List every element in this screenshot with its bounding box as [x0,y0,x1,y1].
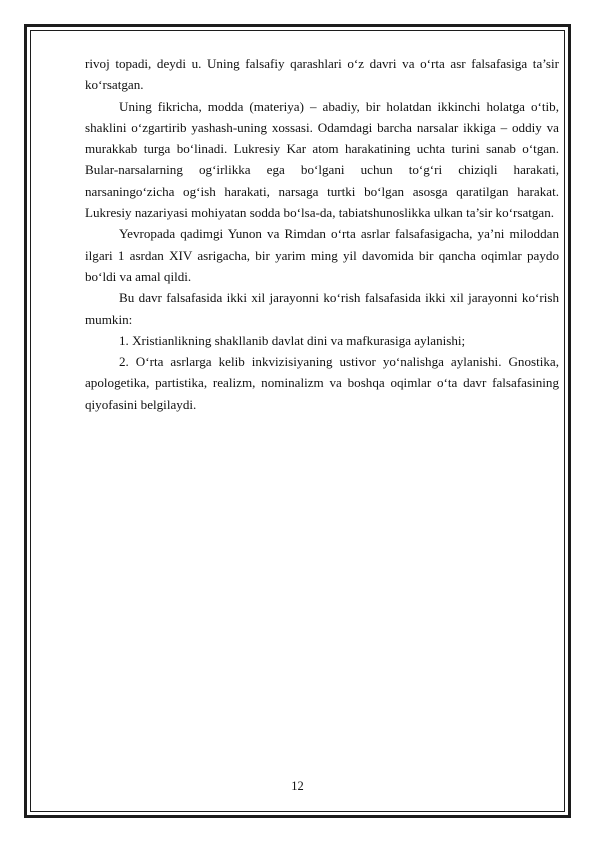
list-item-1: 1. Xristianlikning shakllanib davlat dini va mafkurasiga aylanishi; [119,332,466,348]
paragraph-matter: Uning fikricha, modda (materiya) – abadiy, bir holatdan ikkinchi holatga o‘tib, shaklini o‘zgartirib yashash-uning xossasi. Odamdagi barcha narsalar ikkiga – oddiy va murakkab turga bo‘linadi. Lukresiy Kar atom harakatining uchta turini sanab o‘tgan. Bular-narsalarning og‘irlikka ega bo‘lgani uchun to‘g‘ri chiziqli harakati, narsaningo‘zicha og‘ish harakati, narsaga turtki bo‘lgan asosga qaratilgan harakat. Lukresiy nazariyasi mohiyatan sodda bo‘lsa-da, tabiatshunoslikka ulkan ta’sir ko‘rsatgan. [85,98,559,221]
list-item-2: 2. O‘rta asrlarga kelib inkvizisiyaning ustivor yo‘nalishga aylanishi. Gnostika, apologetika, partistika, realizm, nominalizm va boshqa oqimlar o‘ta davr falsafasining qiyofasini belgilaydi. [85,354,559,412]
page-number: 12 [291,779,304,793]
paragraph-europe: Yevropada qadimgi Yunon va Rimdan o‘rta asrlar falsafasigacha, ya’ni miloddan ilgari 1 asrdan XIV asrigacha, bir yarim ming yil davomida bir qancha oqimlar paydo bo‘ldi va amal qildi. [85,226,559,284]
paragraph-two-processes: Bu davr falsafasida ikki xil jarayonni ko‘rish falsafasida ikki xil jarayonni ko‘rish mumkin: [85,290,559,327]
document-body [85,53,559,415]
paragraph-continuation: rivoj topadi, deydi u. Uning falsafiy qarashlari o‘z davri va o‘rta asr falsafasiga ta’sir ko‘rsatgan. [85,56,559,93]
